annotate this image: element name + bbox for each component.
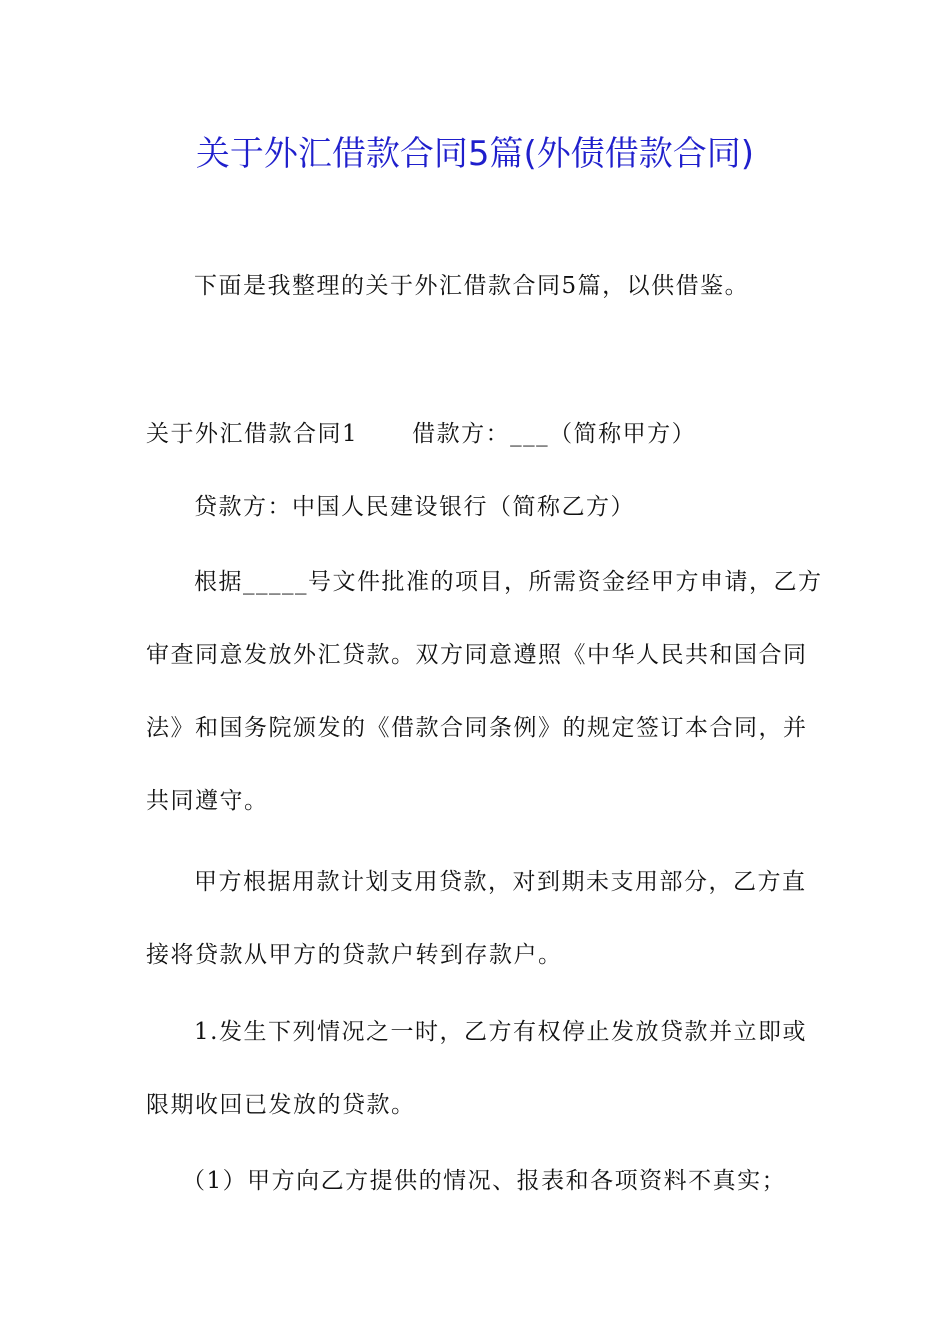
paragraph-line: 接将贷款从甲方的贷款户转到存款户。 [146, 942, 563, 968]
paragraph-line: 限期收回已发放的贷款。 [146, 1092, 416, 1118]
borrower-line: 借款方：___（简称甲方） [412, 421, 697, 447]
paragraph-line: 审查同意发放外汇贷款。双方同意遵照《中华人民共和国合同 [146, 642, 808, 668]
paragraph-approval [146, 546, 823, 838]
contract-parties-line [146, 398, 806, 471]
paragraph-line: 共同遵守。 [146, 788, 269, 814]
paragraph-clause-1-item-1: （1）甲方向乙方提供的情况、报表和各项资料不真实； [182, 1168, 787, 1194]
intro-paragraph: 下面是我整理的关于外汇借款合同5篇，以供借鉴。 [194, 273, 750, 299]
section-heading: 关于外汇借款合同1 [146, 421, 359, 447]
paragraph-line: 法》和国务院颁发的《借款合同条例》的规定签订本合同，并 [146, 715, 808, 741]
paragraph-clause-1 [146, 996, 806, 1142]
lender-line: 贷款方：中国人民建设银行（简称乙方） [194, 494, 635, 520]
paragraph-line: 1.发生下列情况之一时，乙方有权停止发放贷款并立即或 [194, 1019, 807, 1045]
paragraph-loan-use [146, 846, 806, 992]
paragraph-line: 根据_____号文件批准的项目，所需资金经甲方申请，乙方 [194, 569, 823, 595]
paragraph-line: 甲方根据用款计划支用贷款，对到期未支用部分，乙方直 [194, 869, 807, 895]
document-title: 关于外汇借款合同5篇(外债借款合同) [195, 134, 755, 174]
